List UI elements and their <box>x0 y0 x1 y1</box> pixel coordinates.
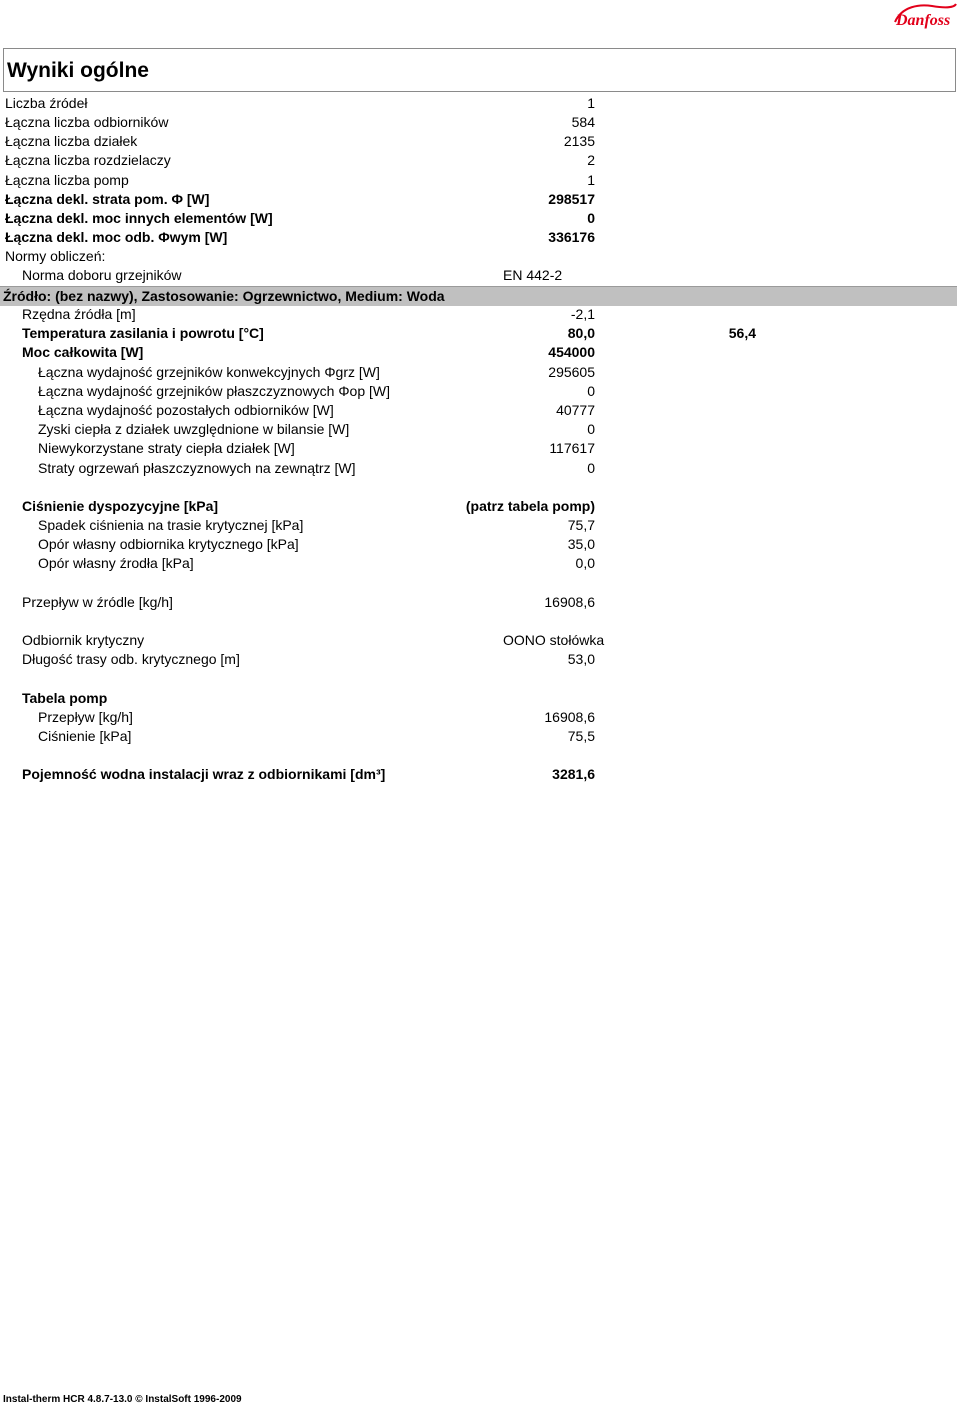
power-item-row: Straty ogrzewań płaszczyznowych na zewnątrz [W] 0 <box>38 460 595 476</box>
pressure-item-row: Opór własny źrodła [kPa] 0,0 <box>38 555 595 571</box>
pressure-item-row: Opór własny odbiornika krytycznego [kPa] 35,0 <box>38 536 595 552</box>
summary-row: Łączna liczba rozdzielaczy 2 <box>5 152 595 168</box>
svg-text:Danfoss: Danfoss <box>896 12 951 29</box>
summary-row: Łączna liczba pomp 1 <box>5 172 595 188</box>
water-volume-row: Pojemność wodna instalacji wraz z odbiornikami [dm³] 3281,6 <box>22 766 595 782</box>
norms-row: Norma doboru grzejników EN 442-2 <box>22 267 563 283</box>
flow-row: Przepływ w źródle [kg/h] 16908,6 <box>22 594 595 610</box>
pressure-item-row: Spadek ciśnienia na trasie krytycznej [kPa] 75,7 <box>38 517 595 533</box>
critical-receiver-row: Odbiornik krytyczny OONO stołówka <box>22 632 605 648</box>
danfoss-logo <box>892 2 958 30</box>
summary-row: Łączna liczba działek 2135 <box>5 133 595 149</box>
page-title: Wyniki ogólne <box>7 59 149 82</box>
norms-heading: Normy obliczeń: <box>5 248 106 264</box>
power-item-row: Niewykorzystane straty ciepła działek [W] 117617 <box>38 440 595 456</box>
pressure-row: Ciśnienie dyspozycyjne [kPa] (patrz tabela pomp) <box>22 498 595 514</box>
pump-table-row: Ciśnienie [kPa] 75,5 <box>38 728 595 744</box>
pump-table-row: Przepływ [kg/h] 16908,6 <box>38 709 595 725</box>
elevation-row: Rzędna źródła [m] -2,1 <box>22 306 595 322</box>
critical-length-row: Długość trasy odb. krytycznego [m] 53,0 <box>22 651 595 667</box>
footer-text: Instal-therm HCR 4.8.7-13.0 © InstalSoft 1996-2009 <box>3 1394 242 1405</box>
power-item-row: Łączna wydajność pozostałych odbiorników [W] 40777 <box>38 402 595 418</box>
temperature-row: Temperatura zasilania i powrotu [°C] 80,0 56,4 <box>22 325 756 341</box>
source-section-header: Źródło: (bez nazwy), Zastosowanie: Ogrzewnictwo, Medium: Woda <box>0 286 957 306</box>
summary-row: Liczba źródeł 1 <box>5 95 595 111</box>
summary-row: Łączna liczba odbiorników 584 <box>5 114 595 130</box>
pump-table-heading: Tabela pomp <box>22 690 108 706</box>
total-power-row: Moc całkowita [W] 454000 <box>22 344 595 360</box>
summary-row: Łączna dekl. strata pom. Φ [W] 298517 <box>5 191 595 207</box>
summary-row: Łączna dekl. moc innych elementów [W] 0 <box>5 210 595 226</box>
power-item-row: Zyski ciepła z działek uwzględnione w bilansie [W] 0 <box>38 421 595 437</box>
page-title-box <box>3 48 956 92</box>
summary-row: Łączna dekl. moc odb. Φwym [W] 336176 <box>5 229 595 245</box>
power-item-row: Łączna wydajność grzejników płaszczyznowych Φop [W] 0 <box>38 383 595 399</box>
power-item-row: Łączna wydajność grzejników konwekcyjnych Φgrz [W] 295605 <box>38 364 595 380</box>
